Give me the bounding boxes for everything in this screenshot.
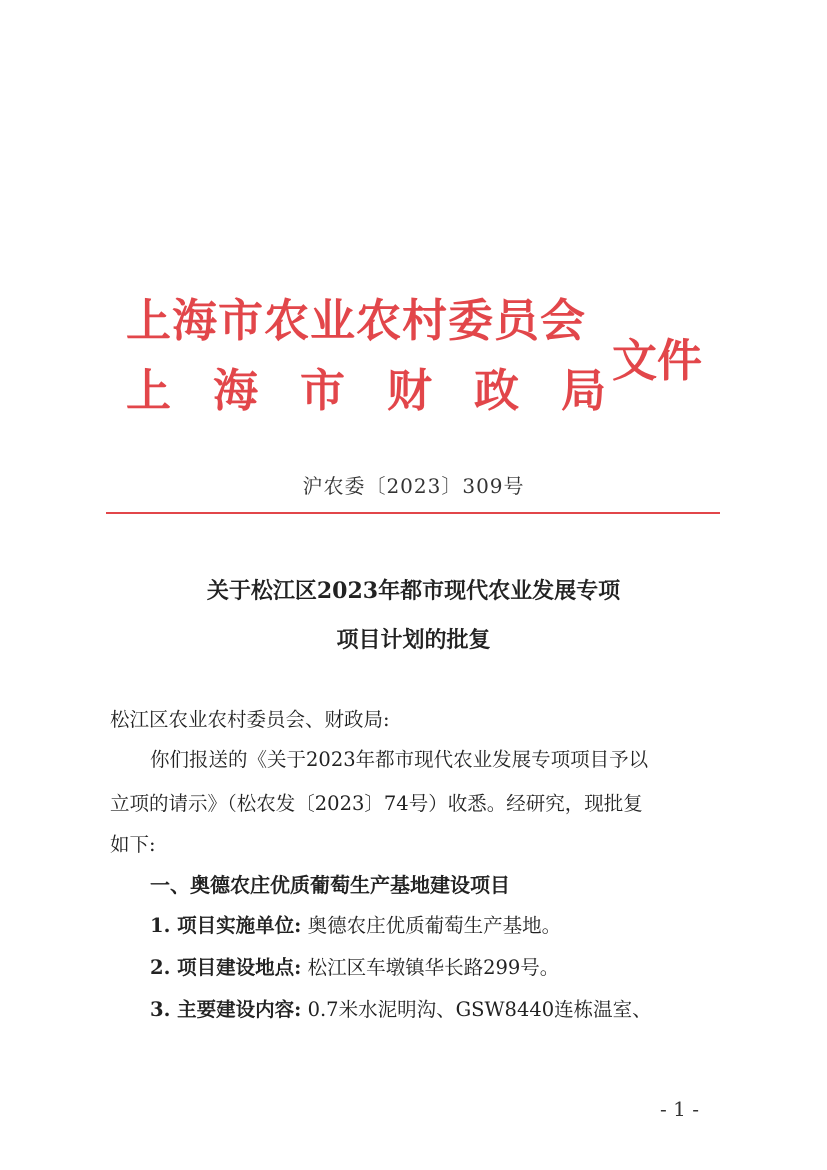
item-label: 3. 主要建设内容: bbox=[150, 998, 302, 1021]
item-value: 0.7米水泥明沟、GSW8440连栋温室、 bbox=[307, 998, 652, 1021]
header-divider bbox=[106, 512, 720, 514]
item-label: 2. 项目建设地点: bbox=[150, 956, 302, 979]
document-title-line-1: 关于松江区2023年都市现代农业发展专项 bbox=[206, 578, 621, 604]
page-number: - 1 - bbox=[660, 1097, 699, 1121]
paragraph-line: 如下: bbox=[110, 833, 156, 856]
list-item bbox=[150, 952, 760, 980]
item-value: 松江区车墩镇华长路299号。 bbox=[307, 956, 560, 979]
document-title-line-2: 项目计划的批复 bbox=[336, 627, 491, 653]
list-item bbox=[150, 994, 760, 1022]
issuer-name-agriculture: 上海市农业农村委员会 bbox=[126, 294, 587, 347]
list-item bbox=[150, 910, 760, 938]
section-heading: 一、奥德农庄优质葡萄生产基地建设项目 bbox=[150, 873, 510, 897]
paragraph-line: 立项的请示》（松农发〔2023〕74号）收悉。经研究，现批复 bbox=[110, 792, 643, 815]
document-type-label: 文件 bbox=[612, 334, 703, 387]
item-label: 1. 项目实施单位: bbox=[150, 914, 302, 937]
document-number: 沪农委〔2023〕309号 bbox=[302, 474, 525, 498]
issuer-name-finance: 上海市财政局 bbox=[126, 364, 649, 417]
salutation: 松江区农业农村委员会、财政局: bbox=[110, 708, 390, 731]
paragraph-line: 你们报送的《关于2023年都市现代农业发展专项项目予以 bbox=[150, 748, 649, 771]
item-value: 奥德农庄优质葡萄生产基地。 bbox=[307, 914, 562, 937]
